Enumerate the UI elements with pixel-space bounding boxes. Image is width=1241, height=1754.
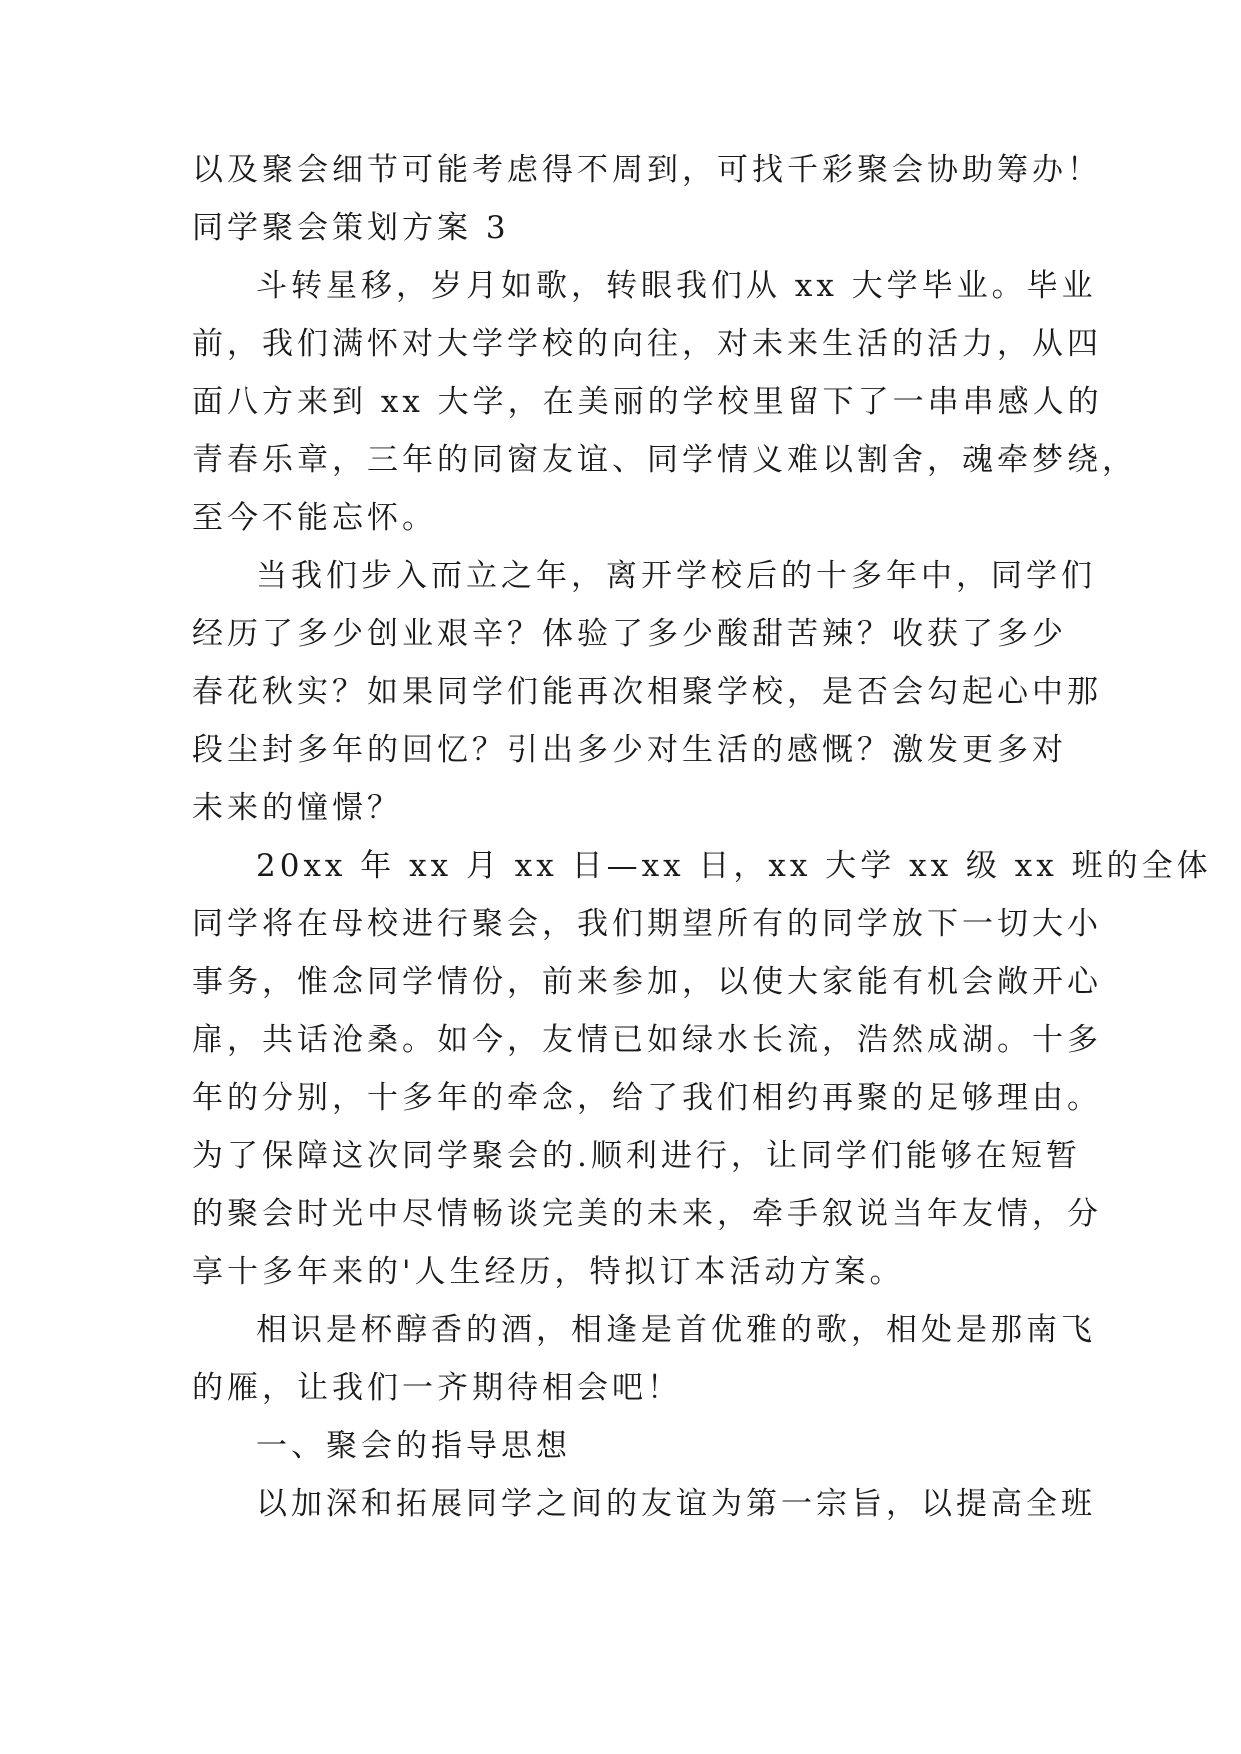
paragraph-1-line: 前，我们满怀对大学学校的向往，对未来生活的活力，从四 bbox=[192, 326, 1102, 362]
paragraph-2-line: 未来的憧憬？ bbox=[192, 790, 402, 826]
paragraph-2-line: 段尘封多年的回忆？引出多少对生活的感慨？激发更多对 bbox=[192, 732, 1067, 768]
paragraph-3-line: 享十多年来的'人生经历，特拟订本活动方案。 bbox=[192, 1254, 905, 1290]
paragraph-2-line: 春花秋实？如果同学们能再次相聚学校，是否会勾起心中那 bbox=[192, 674, 1102, 710]
paragraph-3-line: 年的分别，十多年的牵念，给了我们相约再聚的足够理由。 bbox=[192, 1080, 1102, 1116]
paragraph-1-line: 青春乐章，三年的同窗友谊、同学情义难以割舍，魂牵梦绕， bbox=[192, 442, 1137, 478]
paragraph-3-line: 的聚会时光中尽情畅谈完美的未来，牵手叙说当年友情，分 bbox=[192, 1196, 1102, 1232]
paragraph-2-line: 经历了多少创业艰辛？体验了多少酸甜苦辣？收获了多少 bbox=[192, 616, 1067, 652]
paragraph-1-line: 面八方来到 xx 大学，在美丽的学校里留下了一串串感人的 bbox=[192, 384, 1103, 420]
paragraph-4-line: 的雁，让我们一齐期待相会吧！ bbox=[192, 1370, 682, 1406]
paragraph-2-line: 当我们步入而立之年，离开学校后的十多年中，同学们 bbox=[256, 558, 1096, 594]
subheading: 一、聚会的指导思想 bbox=[256, 1428, 571, 1464]
paragraph-4-line: 相识是杯醇香的酒，相逢是首优雅的歌，相处是那南飞 bbox=[256, 1312, 1096, 1348]
paragraph-5-line: 以加深和拓展同学之间的友谊为第一宗旨，以提高全班 bbox=[256, 1486, 1096, 1522]
paragraph-1-line: 至今不能忘怀。 bbox=[192, 500, 437, 536]
paragraph-3-line: 事务，惟念同学情份，前来参加，以使大家能有机会敞开心 bbox=[192, 964, 1102, 1000]
section-title: 同学聚会策划方案 3 bbox=[192, 210, 510, 246]
paragraph-3-line: 扉，共话沧桑。如今，友情已如绿水长流，浩然成湖。十多 bbox=[192, 1022, 1102, 1058]
paragraph-3-line: 同学将在母校进行聚会，我们期望所有的同学放下一切大小 bbox=[192, 906, 1102, 942]
paragraph-3-line: 为了保障这次同学聚会的.顺利进行，让同学们能够在短暂 bbox=[192, 1138, 1081, 1174]
paragraph-3-line: 20xx 年 xx 月 xx 日—xx 日，xx 大学 xx 级 xx 班的全体 bbox=[256, 848, 1212, 884]
paragraph-1-line: 斗转星移，岁月如歌，转眼我们从 xx 大学毕业。毕业 bbox=[256, 268, 1097, 304]
text-line: 以及聚会细节可能考虑得不周到，可找千彩聚会协助筹办！ bbox=[192, 152, 1102, 188]
